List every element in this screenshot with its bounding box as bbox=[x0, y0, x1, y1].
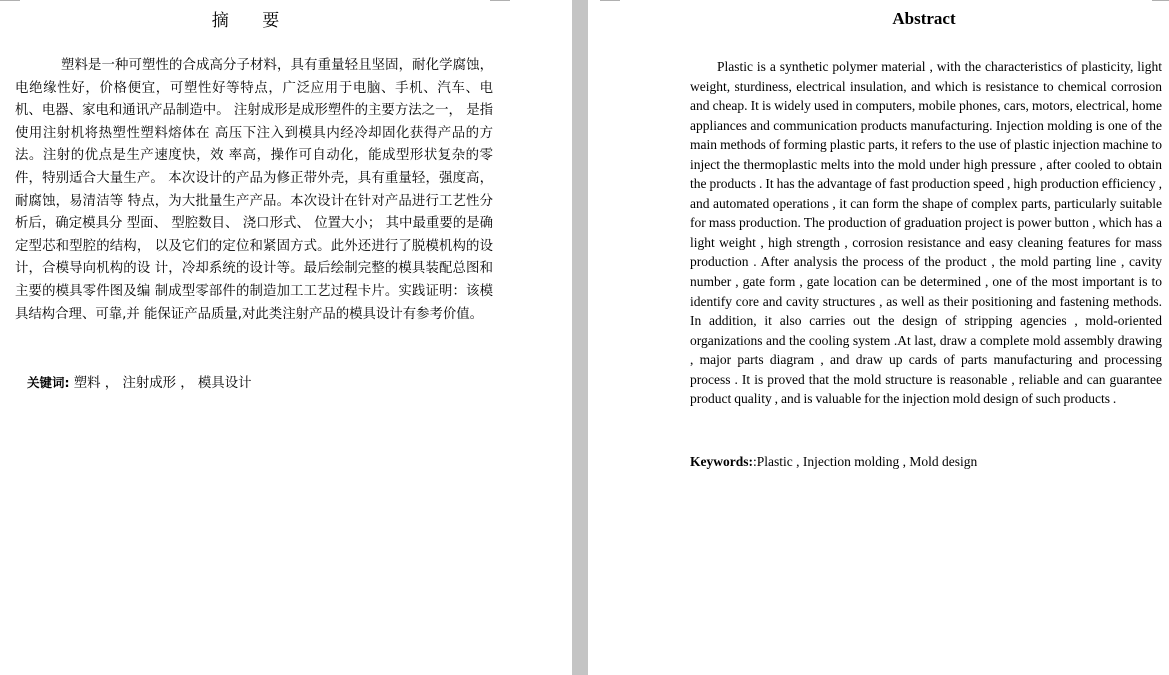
page-title: Abstract bbox=[892, 9, 956, 28]
abstract-body: 塑料是一种可塑性的合成高分子材料，具有重量轻且坚固，耐化学腐蚀，电绝缘性好，价格便宜，可塑性好等特点，广泛应用于电脑、手机、汽车、电机、电器、家电和通讯产品制造中。 注射成形是成形塑件的主要方法之一， 是指使用注射机将热塑性塑料熔体在 高压下注入到模具内经冷却固化获得产品的方法。注射的优点是生产速度快，效 率高，操作可自动化，能成型形状复杂的零件，特别适合大量生产。 本次设计的产品为修正带外壳，具有重量轻，强度高，耐腐蚀，易清洁等 特点，为大批量生产产品。本次设计在针对产品进行工艺性分析后，确定模具分 型面、 型腔数目、 浇口形式、 位置大小； 其中最重要的是确定型芯和型腔的结构， 以及它们的定位和紧固方式。此外还进行了脱模机构的设计，合模导向机构的设 计，冷却系统的设计等。最后绘制完整的模具装配总图和主要的模具零件图及编 制成型零部件的制造加工工艺过程卡片。实践证明：该模具结构合理、可靠,并 能保证产品质量,对此类注射产品的模具设计有参考价值。 bbox=[15, 58, 493, 322]
keywords-line bbox=[690, 454, 977, 470]
keywords-value: :Plastic , Injection molding , Mold design bbox=[753, 454, 978, 469]
page-english-abstract bbox=[588, 0, 1169, 675]
page-title: 摘 要 bbox=[211, 11, 294, 31]
keywords-label: 关键词: bbox=[27, 375, 70, 390]
page-corner-mark bbox=[0, 0, 20, 3]
page-corner-mark bbox=[1152, 0, 1169, 3]
page-corner-mark bbox=[600, 0, 620, 3]
page-corner-mark bbox=[490, 0, 510, 3]
page-gutter bbox=[572, 0, 588, 675]
keywords-label: Keywords: bbox=[690, 454, 753, 469]
keywords-line bbox=[27, 372, 251, 391]
keywords-value: 塑料 ， 注射成形 ， 模具设计 bbox=[69, 376, 252, 391]
page-chinese-abstract bbox=[0, 0, 572, 675]
abstract-body: Plastic is a synthetic polymer material , with the characteristics of plasticity, light weight, sturdiness, electrical insulation, and which is resistance to chemical corrosion and cheap. It is widely used in computers, mobile phones, cars, motors, electrical, home appliances and communication products manufacturing. Injection molding is one of the main methods of forming plastic parts, it refers to the use of plastic injection machine to inject the thermoplastic melts into the mold under high pressure , after cooled to obtain the products . It has the advantage of fast production speed , high production efficiency , and automated operations , it can form the shape of complex parts, particularly suitable for mass production. The production of graduation project is power button , which has a light weight , high strength , corrosion resistance and easy cleaning features for mass production . After analysis the process of the product , the mold parting line , cavity number , gate form , gate location can be determined , one of the most important is to identify core and cavity structures , as well as their positioning and fastening methods. In addition, it also carries out the design of stripping agencies , mold-oriented organizations and the cooling system .At last, draw a complete mold assembly drawing , major parts diagram , and draw up cards of parts manufacturing and processing process . It is proved that the mold structure is reasonable , reliable and can guarantee product quality , and is valuable for the injection mold design of such products . bbox=[690, 59, 1162, 407]
